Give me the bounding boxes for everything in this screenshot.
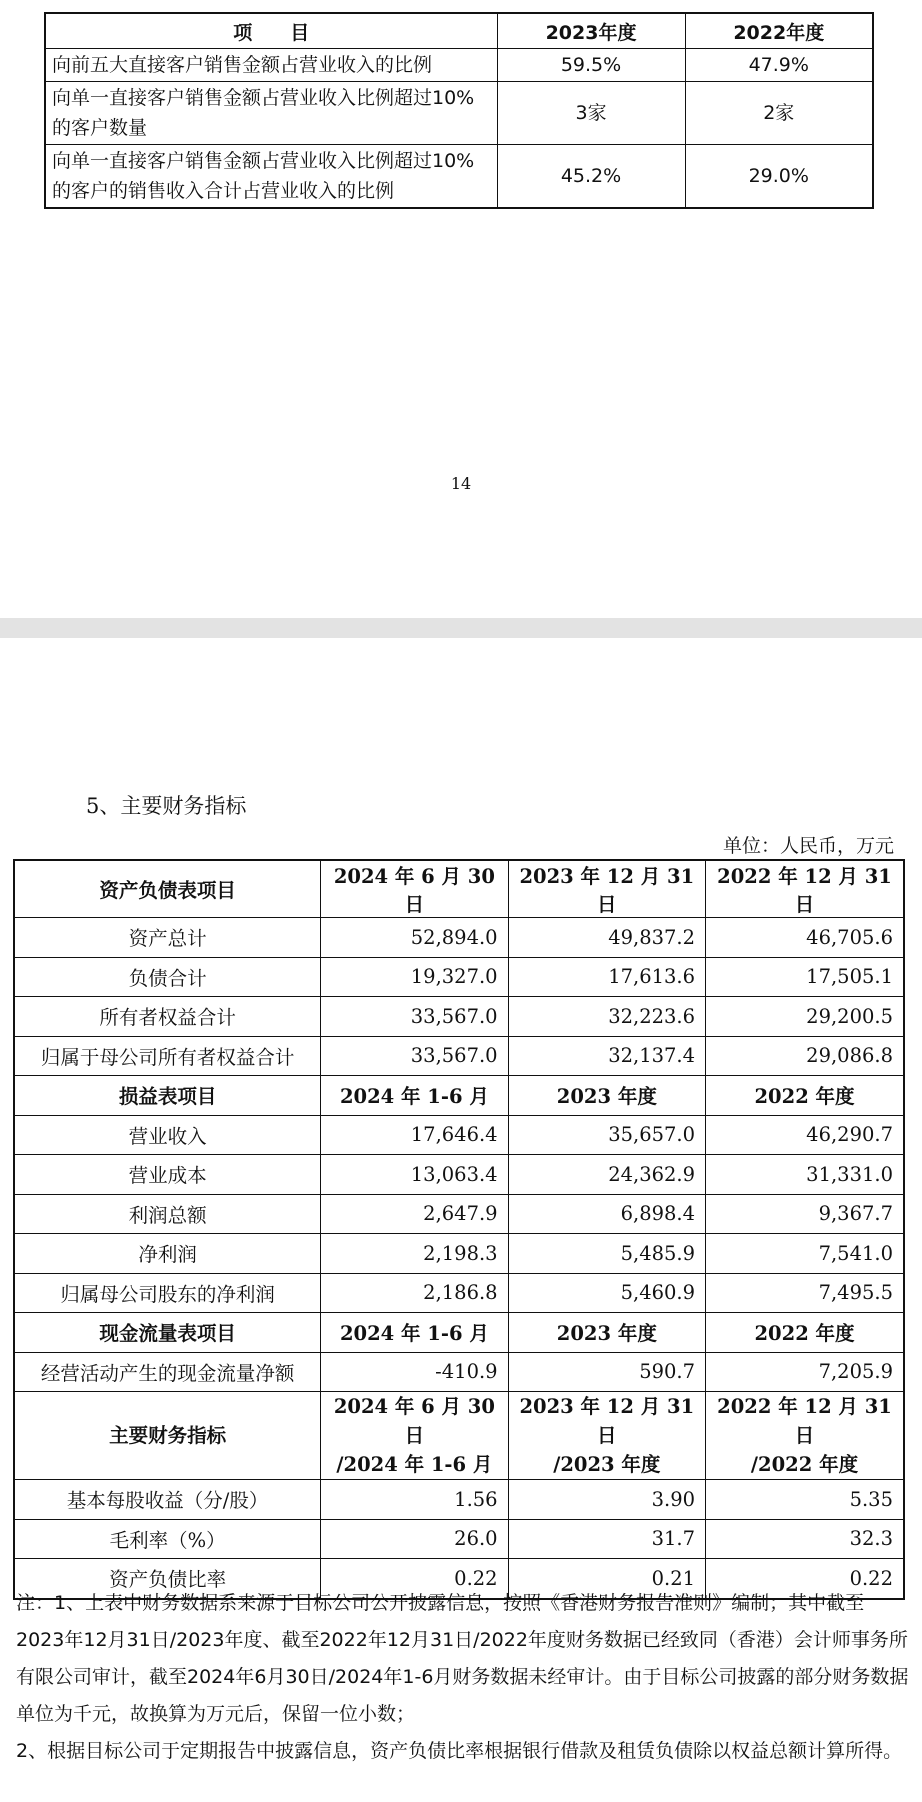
header-2023: 2023年度 [497,13,685,49]
value-2023: 45.2% [497,145,685,209]
income-header-row [14,1076,904,1116]
cell-value: 31.7 [508,1519,705,1559]
cell-value: 5,485.9 [508,1234,705,1274]
note-2: 2、根据目标公司于定期报告中披露信息，资产负债比率根据银行借款及租赁负债除以权益总额计算所得。 [16,1740,903,1762]
cell-value: 49,837.2 [508,918,705,958]
cell-value: 26.0 [321,1519,508,1559]
page-separator [0,618,922,638]
header-cell: 2022 年 12 月 31 日 [706,860,904,918]
row-label: 经营活动产生的现金流量净额 [14,1352,321,1392]
table-row [14,1155,904,1195]
table-row [14,1480,904,1520]
row-label: 归属于母公司所有者权益合计 [14,1036,321,1076]
cell-value: 33,567.0 [321,1036,508,1076]
value-2022: 2家 [685,82,873,145]
cell-value: 46,705.6 [706,918,904,958]
row-label: 归属母公司股东的净利润 [14,1273,321,1313]
cell-value: 17,613.6 [508,957,705,997]
cell-value: 19,327.0 [321,957,508,997]
row-label: 营业成本 [14,1155,321,1195]
cell-value: 17,646.4 [321,1115,508,1155]
cell-value: 29,200.5 [706,997,904,1037]
row-label: 所有者权益合计 [14,997,321,1037]
cell-value: 5.35 [706,1480,904,1520]
header-cell: 损益表项目 [14,1076,321,1116]
table-row [14,1234,904,1274]
table-row [14,1194,904,1234]
cell-value: 31,331.0 [706,1155,904,1195]
table-notes [16,1585,911,1770]
cell-value: 2,198.3 [321,1234,508,1274]
cell-value: 0.21 [508,1559,705,1599]
header-cell: 2023 年度 [508,1313,705,1353]
header-cell: 2024 年 1-6 月 [321,1076,508,1116]
header-cell: 2023 年度 [508,1076,705,1116]
header-cell [321,1392,508,1480]
header-cell: 资产负债表项目 [14,860,321,918]
indicators-header-row [14,1392,904,1480]
value-2022: 29.0% [685,145,873,209]
table-row [45,82,873,145]
cell-value: 13,063.4 [321,1155,508,1195]
cell-value: 32.3 [706,1519,904,1559]
row-label: 向前五大直接客户销售金额占营业收入的比例 [45,49,497,82]
header-cell [508,1392,705,1480]
cell-value: 52,894.0 [321,918,508,958]
cell-value: 9,367.7 [706,1194,904,1234]
cell-value: -410.9 [321,1352,508,1392]
cell-value: 33,567.0 [321,997,508,1037]
header-cell [706,1392,904,1480]
table-row [14,997,904,1037]
header-cell: 2023 年 12 月 31 日 [508,860,705,918]
financial-indicators-table [13,859,905,1600]
table-row [45,49,873,82]
table-row [14,1352,904,1392]
header-cell: 2022 年度 [706,1313,904,1353]
table-row [45,145,873,209]
header-line: /2024 年 1-6 月 [336,1453,493,1476]
cell-value: 7,205.9 [706,1352,904,1392]
header-cell: 2024 年 1-6 月 [321,1313,508,1353]
cell-value: 590.7 [508,1352,705,1392]
cell-value: 29,086.8 [706,1036,904,1076]
cashflow-header-row [14,1313,904,1353]
header-2022: 2022年度 [685,13,873,49]
header-line: /2022 年度 [750,1453,859,1476]
balance-header-row [14,860,904,918]
unit-label: 单位：人民币，万元 [722,835,894,857]
cell-value: 2,186.8 [321,1273,508,1313]
header-line: 2022 年 12 月 31 日 [717,1395,892,1447]
table-row [14,1273,904,1313]
header-item: 项 目 [45,13,497,49]
header-line: 2024 年 6 月 30 日 [333,1395,495,1447]
row-label: 净利润 [14,1234,321,1274]
table-row [14,918,904,958]
customer-concentration-table [44,12,874,209]
row-label: 基本每股收益（分/股） [14,1480,321,1520]
header-cell: 现金流量表项目 [14,1313,321,1353]
row-label: 向单一直接客户销售金额占营业收入比例超过10%的客户数量 [45,82,497,145]
value-2023: 59.5% [497,49,685,82]
table-header-row [45,13,873,49]
header-line: /2023 年度 [553,1453,661,1476]
section-title: 5、主要财务指标 [86,794,247,818]
page-14 [0,0,922,618]
table-row [14,957,904,997]
cell-value: 0.22 [321,1559,508,1599]
header-cell: 2022 年度 [706,1076,904,1116]
row-label: 资产总计 [14,918,321,958]
header-cell: 主要财务指标 [14,1392,321,1480]
header-line: 2023 年 12 月 31 日 [519,1395,695,1447]
note-1: 注：1、上表中财务数据系来源于目标公司公开披露信息，按照《香港财务报告准则》编制；其中截至2023年12月31日/2023年度、截至2022年12月31日/2022年度财务数据已经致同（香港）会计师事务所有限公司审计，截至2024年6月30日/2024年1-6月财务数据未经审计。由于目标公司披露的部分财务数据单位为千元，故换算为万元后，保留一位小数； [16,1592,909,1725]
row-label: 负债合计 [14,957,321,997]
row-label: 资产负债比率 [14,1559,321,1599]
cell-value: 6,898.4 [508,1194,705,1234]
cell-value: 2,647.9 [321,1194,508,1234]
value-2023: 3家 [497,82,685,145]
cell-value: 5,460.9 [508,1273,705,1313]
cell-value: 24,362.9 [508,1155,705,1195]
row-label: 营业收入 [14,1115,321,1155]
cell-value: 32,223.6 [508,997,705,1037]
page-number: 14 [450,474,472,493]
cell-value: 0.22 [706,1559,904,1599]
page-15 [0,638,922,1802]
header-cell: 2024 年 6 月 30 日 [321,860,508,918]
cell-value: 32,137.4 [508,1036,705,1076]
table-row [14,1115,904,1155]
value-2022: 47.9% [685,49,873,82]
table-row [14,1036,904,1076]
table-row [14,1519,904,1559]
cell-value: 7,541.0 [706,1234,904,1274]
cell-value: 35,657.0 [508,1115,705,1155]
row-label: 毛利率（%） [14,1519,321,1559]
cell-value: 46,290.7 [706,1115,904,1155]
cell-value: 1.56 [321,1480,508,1520]
cell-value: 7,495.5 [706,1273,904,1313]
cell-value: 3.90 [508,1480,705,1520]
cell-value: 17,505.1 [706,957,904,997]
row-label: 向单一直接客户销售金额占营业收入比例超过10%的客户的销售收入合计占营业收入的比例 [45,145,497,209]
row-label: 利润总额 [14,1194,321,1234]
